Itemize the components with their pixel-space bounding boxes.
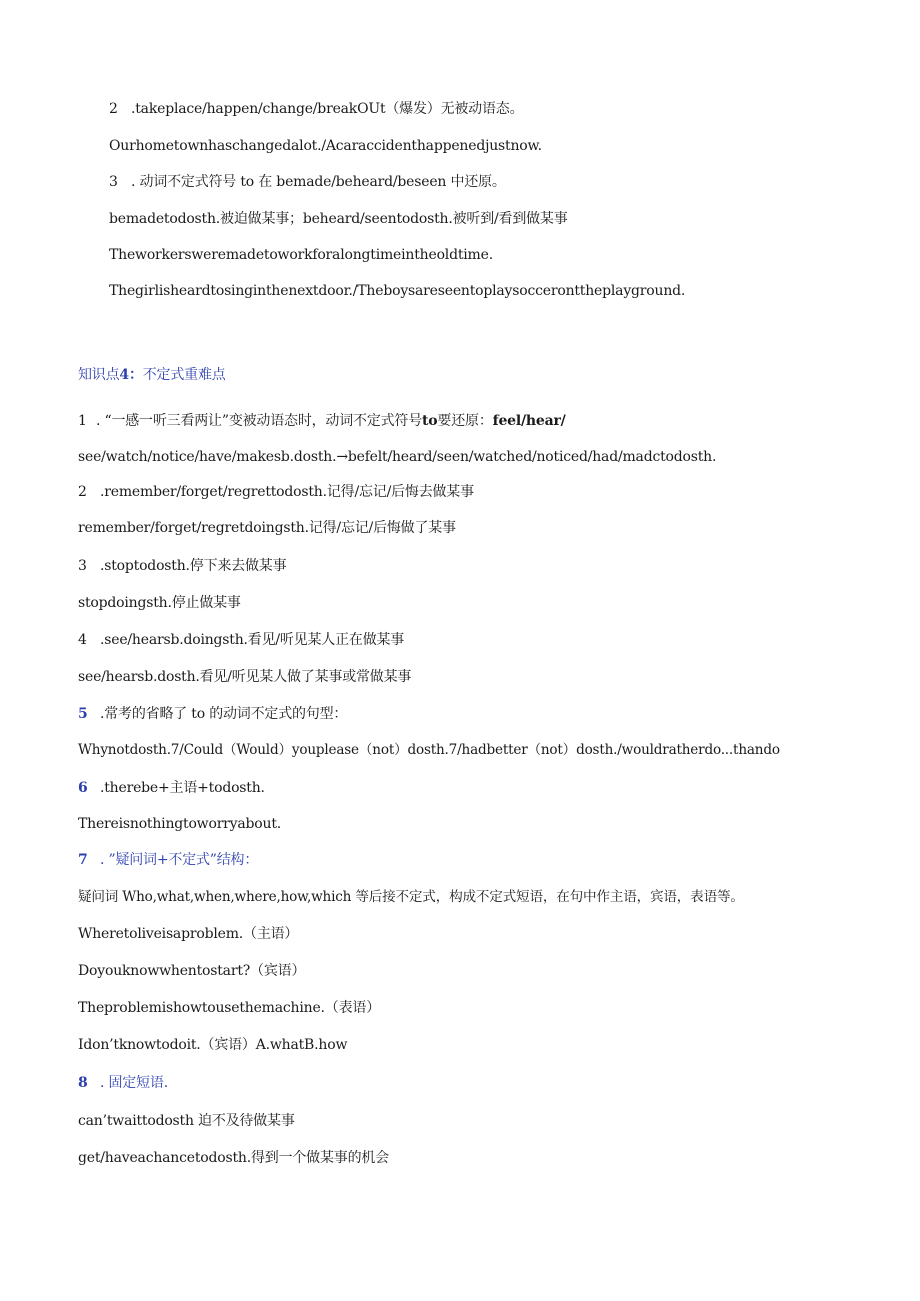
intro-line-1 xyxy=(109,100,523,118)
item-number: 2 xyxy=(78,484,87,500)
item-8-continuation xyxy=(78,1149,389,1167)
section-heading xyxy=(78,366,226,384)
item-7-continuation xyxy=(78,888,744,906)
line-text: Theworkersweremadetoworkforalongtimeintheoldtime. xyxy=(109,247,493,263)
line-text: Whynotdosth.7/Could（Would）youplease（not）dosth.7/hadbetter（not）dosth./wouldratherdo...thando xyxy=(78,742,780,758)
line-text: . 动词不定式符号 to 在 bemade/beheard/beseen 中还原。 xyxy=(131,174,506,190)
item-number: 1 xyxy=(78,413,87,429)
section-heading-number: 4： xyxy=(119,367,143,383)
item-2-continuation xyxy=(78,519,456,537)
line-text: .stoptodosth.停下来去做某事 xyxy=(100,558,287,574)
line-text: Thegirlisheardtosinginthenextdoor./Theboysareseentoplaysocceronttheplayground. xyxy=(109,283,686,299)
item-2 xyxy=(78,483,474,501)
item-number: 3 xyxy=(78,558,87,574)
item-number: 6 xyxy=(78,780,88,796)
item-3-continuation xyxy=(78,594,241,612)
line-text: Thereisnothingtoworryabout. xyxy=(78,816,282,832)
item-8-continuation xyxy=(78,1112,295,1130)
item-7 xyxy=(78,851,258,869)
line-text: can’twaittodosth 迫不及待做某事 xyxy=(78,1113,295,1129)
intro-line-3 xyxy=(109,173,506,191)
item-8 xyxy=(78,1074,168,1092)
line-text: Wheretoliveisaproblem.（主语） xyxy=(78,926,299,942)
item-number: 3 xyxy=(109,174,118,190)
example-line xyxy=(78,962,305,980)
line-text: 疑问词 Who,what,when,where,how,which 等后接不定式，构成不定式短语，在句中作主语，宾语，表语等。 xyxy=(78,889,744,905)
line-text: get/haveachancetodosth.得到一个做某事的机会 xyxy=(78,1150,389,1166)
line-text: Idon’tknowtodoit.（宾语）A.whatB.how xyxy=(78,1037,348,1053)
item-1-continuation xyxy=(78,448,716,466)
line-text: see/hearsb.dosth.看见/听见某人做了某事或常做某事 xyxy=(78,669,412,685)
item-4 xyxy=(78,631,404,649)
line-text: . 固定短语. xyxy=(100,1075,168,1091)
line-text: 要还原： xyxy=(437,413,493,429)
item-number: 2 xyxy=(109,101,118,117)
item-5-continuation xyxy=(78,741,780,759)
item-number: 5 xyxy=(78,706,88,722)
bold-text: to xyxy=(422,413,438,429)
item-5 xyxy=(78,705,347,723)
bold-text: feel/hear/ xyxy=(492,413,566,429)
example-line xyxy=(78,999,380,1017)
example-line xyxy=(78,925,298,943)
line-text: .therebe+主语+todosth. xyxy=(100,780,265,796)
example-line xyxy=(78,1036,347,1054)
section-heading-title: 不定式重难点 xyxy=(142,367,226,383)
section-heading-prefix: 知识点 xyxy=(78,367,120,383)
line-text: bemadetodosth.被迫做某事；beheard/seentodosth.被听到/看到做某事 xyxy=(109,211,568,227)
item-6-continuation xyxy=(78,815,281,833)
line-text: . ”疑问词+不定式”结构： xyxy=(100,852,259,868)
item-number: 4 xyxy=(78,632,87,648)
line-text: .常考的省略了 to 的动词不定式的句型： xyxy=(100,706,348,722)
item-4-continuation xyxy=(78,668,411,686)
intro-line-2 xyxy=(109,137,542,155)
line-text: Ourhometownhaschangedalot./Acaraccidenthappenedjustnow. xyxy=(109,138,542,154)
line-text: .see/hearsb.doingsth.看见/听见某人正在做某事 xyxy=(100,632,405,648)
item-3 xyxy=(78,557,286,575)
item-number: 7 xyxy=(78,852,88,868)
line-text: . “一感一听三看两让”变被动语态时，动词不定式符号 xyxy=(96,413,423,429)
line-text: remember/forget/regretdoingsth.记得/忘记/后悔做了某事 xyxy=(78,520,456,536)
line-text: Theproblemishowtousethemachine.（表语） xyxy=(78,1000,380,1016)
item-6 xyxy=(78,779,265,797)
line-text: .remember/forget/regrettodosth.记得/忘记/后悔去做某事 xyxy=(100,484,474,500)
line-text: see/watch/notice/have/makesb.dosth.→befelt/heard/seen/watched/noticed/had/madctodosth. xyxy=(78,449,717,465)
intro-line-4 xyxy=(109,210,568,228)
item-1 xyxy=(78,412,566,430)
line-text: .takeplace/happen/change/breakOUt（爆发）无被动语态。 xyxy=(131,101,524,117)
item-number: 8 xyxy=(78,1075,88,1091)
intro-line-5 xyxy=(109,246,493,264)
line-text: Doyouknowwhentostart?（宾语） xyxy=(78,963,306,979)
line-text: stopdoingsth.停止做某事 xyxy=(78,595,241,611)
intro-line-6 xyxy=(109,282,685,300)
